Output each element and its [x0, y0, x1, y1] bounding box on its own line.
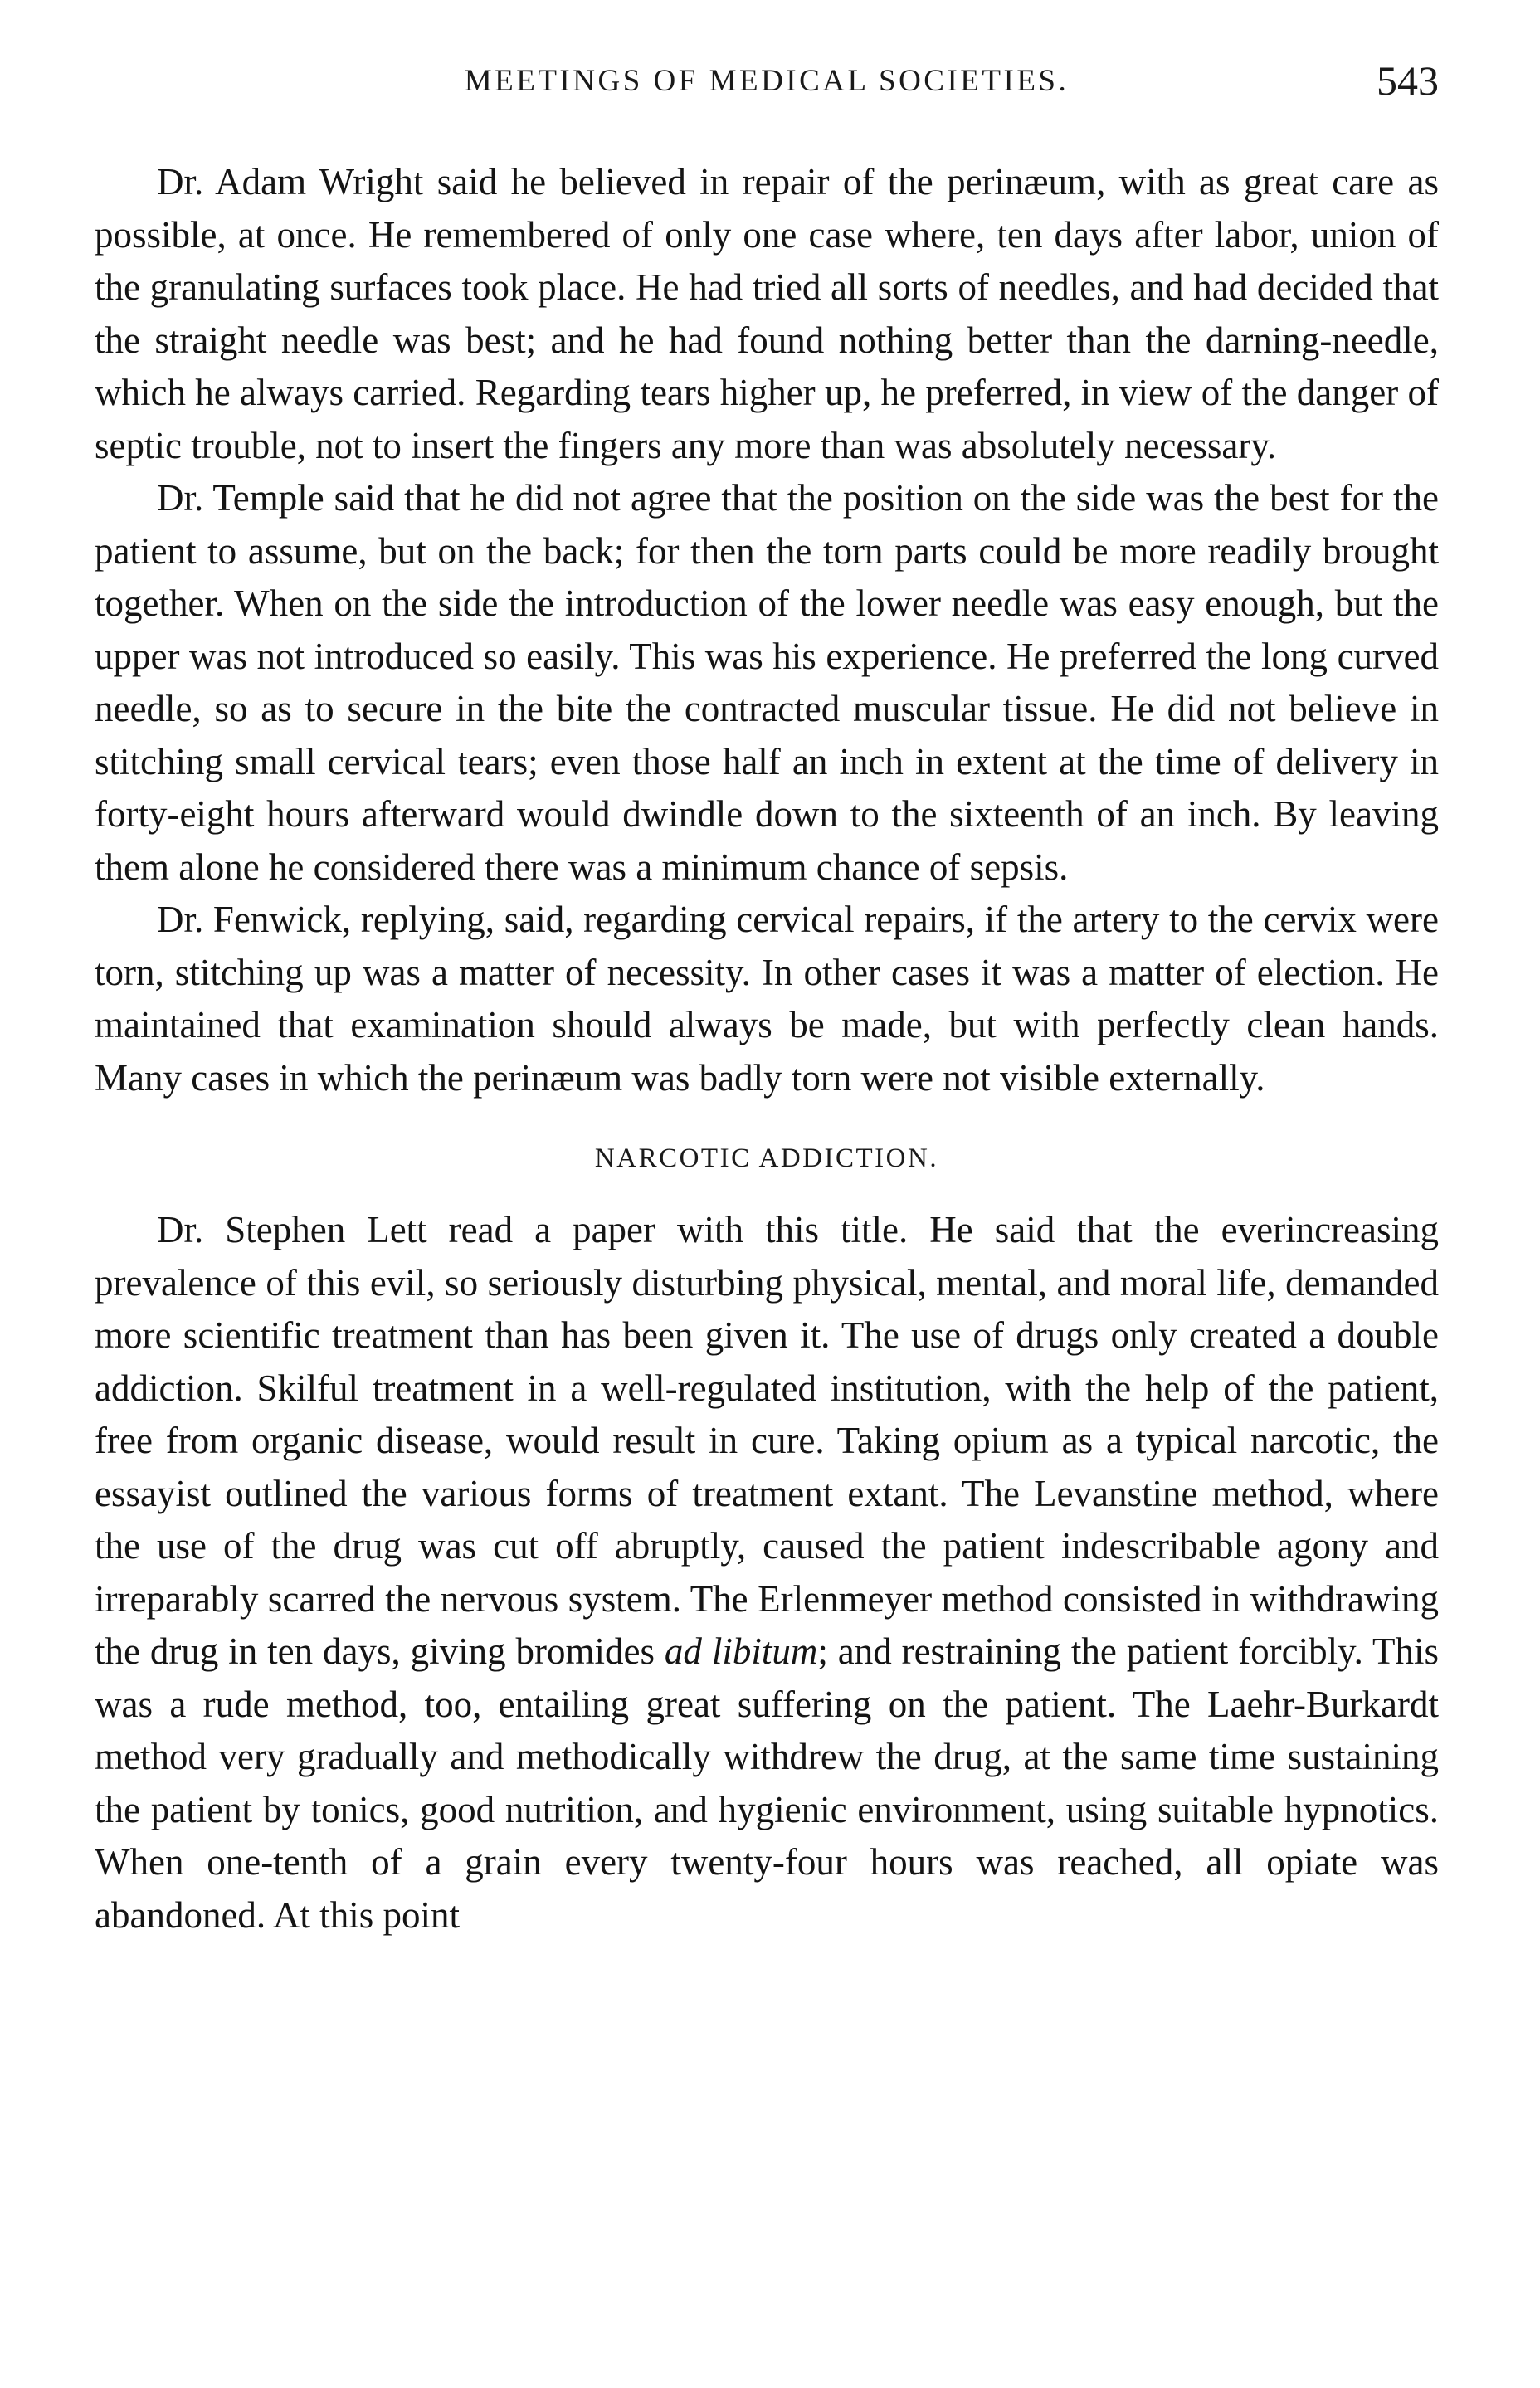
running-title: MEETINGS OF MEDICAL SOCIETIES.	[464, 64, 1070, 98]
body-text	[95, 156, 1439, 1942]
page-number: 543	[1377, 57, 1439, 104]
lett-text-part-1: Dr. Stephen Lett read a paper with this title. He said that the everincreasing prevalence of this evil, so seriously disturbing physical, mental, and moral life, demanded more scientific treatment than has been given it. The use of drugs only created a double addiction. Skilful treatment in a well-regulated institution, with the help of the patient, free from organic disease, would result in cure. Taking opium as a typical narcotic, the essayist outlined the various forms of treatment extant. The Levanstine method, where the use of the drug was cut off abruptly, caused the patient indescribable agony and irreparably scarred the nervous system. The Erlenmeyer method consisted in withdrawing the drug in ten days, giving bromides	[95, 1209, 1439, 1672]
paragraph-fenwick: Dr. Fenwick, replying, said, regarding cervical repairs, if the artery to the cervix were torn, stitching up was a matter of necessity. In other cases it was a matter of election. He maintained that examination should always be made, but with perfectly clean hands. Many cases in which the perinæum was badly torn were not visible externally.	[95, 899, 1439, 1099]
paragraph-wright: Dr. Adam Wright said he believed in repair of the perinæum, with as great care as possible, at once. He remembered of only one case where, ten days after labor, union of the granulating surfaces took place. He had tried all sorts of needles, and had decided that the straight needle was best; and he had found nothing better than the darning-needle, which he always carried. Regarding tears higher up, he preferred, in view of the danger of septic trouble, not to insert the fingers any more than was absolutely necessary.	[95, 161, 1439, 466]
paragraph-temple: Dr. Temple said that he did not agree that the position on the side was the best for the patient to assume, but on the back; for then the torn parts could be more readily brought together. When on the side the introduction of the lower needle was easy enough, but the upper was not introduced so easily. This was his experience. He preferred the long curved needle, so as to secure in the bite the contracted muscular tissue. He did not believe in stitching small cervical tears; even those half an inch in extent at the time of delivery in forty-eight hours afterward would dwindle down to the sixteenth of an inch. By leaving them alone he considered there was a minimum chance of sepsis.	[95, 477, 1439, 888]
lett-text-part-2: ; and restraining the patient forcibly. This was a rude method, too, entailing great suffering on the patient. The Laehr-Burkardt method very gradually and methodically withdrew the drug, at the same time sustaining the patient by tonics, good nutrition, and hygienic environment, using suitable hypnotics. When one-tenth of a grain every twenty-four hours was reached, all opiate was abandoned. At this point	[95, 1630, 1439, 1936]
paragraph-lett	[95, 1204, 1439, 1942]
lett-italic-phrase: ad libitum	[664, 1630, 818, 1672]
running-head	[95, 53, 1439, 111]
section-heading: NARCOTIC ADDICTION.	[594, 1143, 939, 1173]
